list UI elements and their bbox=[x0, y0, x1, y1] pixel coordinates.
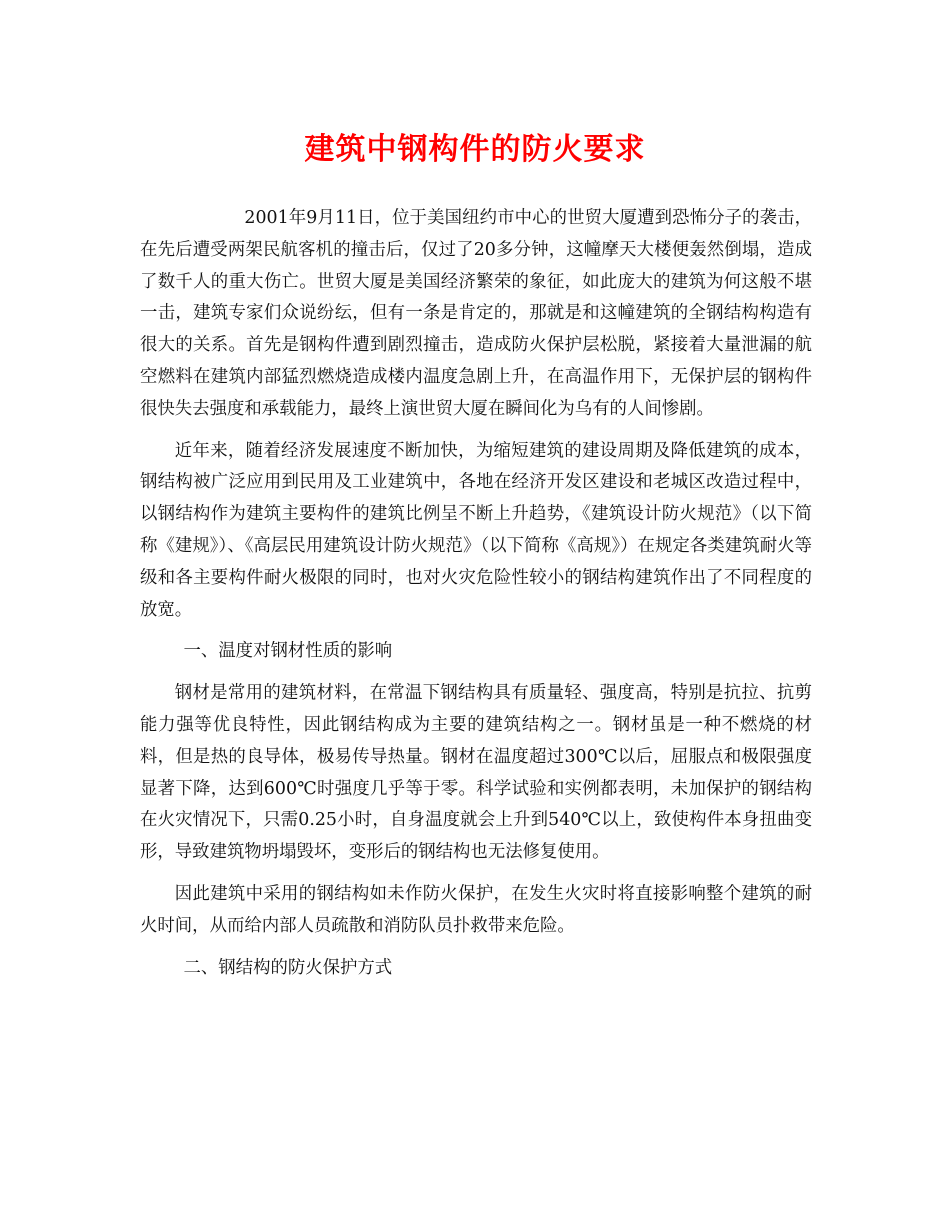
document-body bbox=[140, 203, 812, 984]
section-heading-2: 二、钢结构的防火保护方式 bbox=[183, 957, 393, 978]
paragraph-steel-properties: 钢材是常用的建筑材料，在常温下钢结构具有质量轻、强度高，特别是抗拉、抗剪能力强等优良特性，因此钢结构成为主要的建筑结构之一。钢材虽是一种不燃烧的材料，但是热的良导体，极易传导热量。钢材在温度超过300℃以后，屈服点和极限强度显著下降，达到600℃时强度几乎等于零。科学试验和实例都表明，未加保护的钢结构在火灾情况下，只需0.25小时，自身温度就会上升到540℃以上，致使构件本身扭曲变形，导致建筑物坍塌毁坏，变形后的钢结构也无法修复使用。 bbox=[140, 683, 812, 863]
paragraph-intro: 2001年9月11日，位于美国纽约市中心的世贸大厦遭到恐怖分子的袭击，在先后遭受两架民航客机的撞击后，仅过了20多分钟，这幢摩天大楼便轰然倒塌，造成了数千人的重大伤亡。世贸大厦是美国经济繁荣的象征，如此庞大的建筑为何这般不堪一击，建筑专家们众说纷纭，但有一条是肯定的，那就是和这幢建筑的全钢结构构造有很大的关系。首先是钢构件遭到剧烈撞击，造成防火保护层松脱，紧接着大量泄漏的航空燃料在建筑内部猛烈燃烧造成楼内温度急剧上升，在高温作用下，无保护层的钢构件很快失去强度和承载能力，最终上演世贸大厦在瞬间化为乌有的人间惨剧。 bbox=[140, 208, 812, 419]
section-heading-1: 一、温度对钢材性质的影响 bbox=[183, 641, 393, 662]
paragraph-fire-risk: 因此建筑中采用的钢结构如未作防火保护，在发生火灾时将直接影响整个建筑的耐火时间，从而给内部人员疏散和消防队员扑救带来危险。 bbox=[140, 883, 812, 936]
document-title: 建筑中钢构件的防火要求 bbox=[304, 132, 646, 167]
paragraph-background: 近年来，随着经济发展速度不断加快，为缩短建筑的建设周期及降低建筑的成本，钢结构被广泛应用到民用及工业建筑中，各地在经济开发区建设和老城区改造过程中，以钢结构作为建筑主要构件的建筑比例呈不断上升趋势，《建筑设计防火规范》（以下简称《建规》）、《高层民用建筑设计防火规范》（以下简称《高规》）在规定各类建筑耐火等级和各主要构件耐火极限的同时，也对火灾危险性较小的钢结构建筑作出了不同程度的放宽。 bbox=[140, 440, 812, 620]
